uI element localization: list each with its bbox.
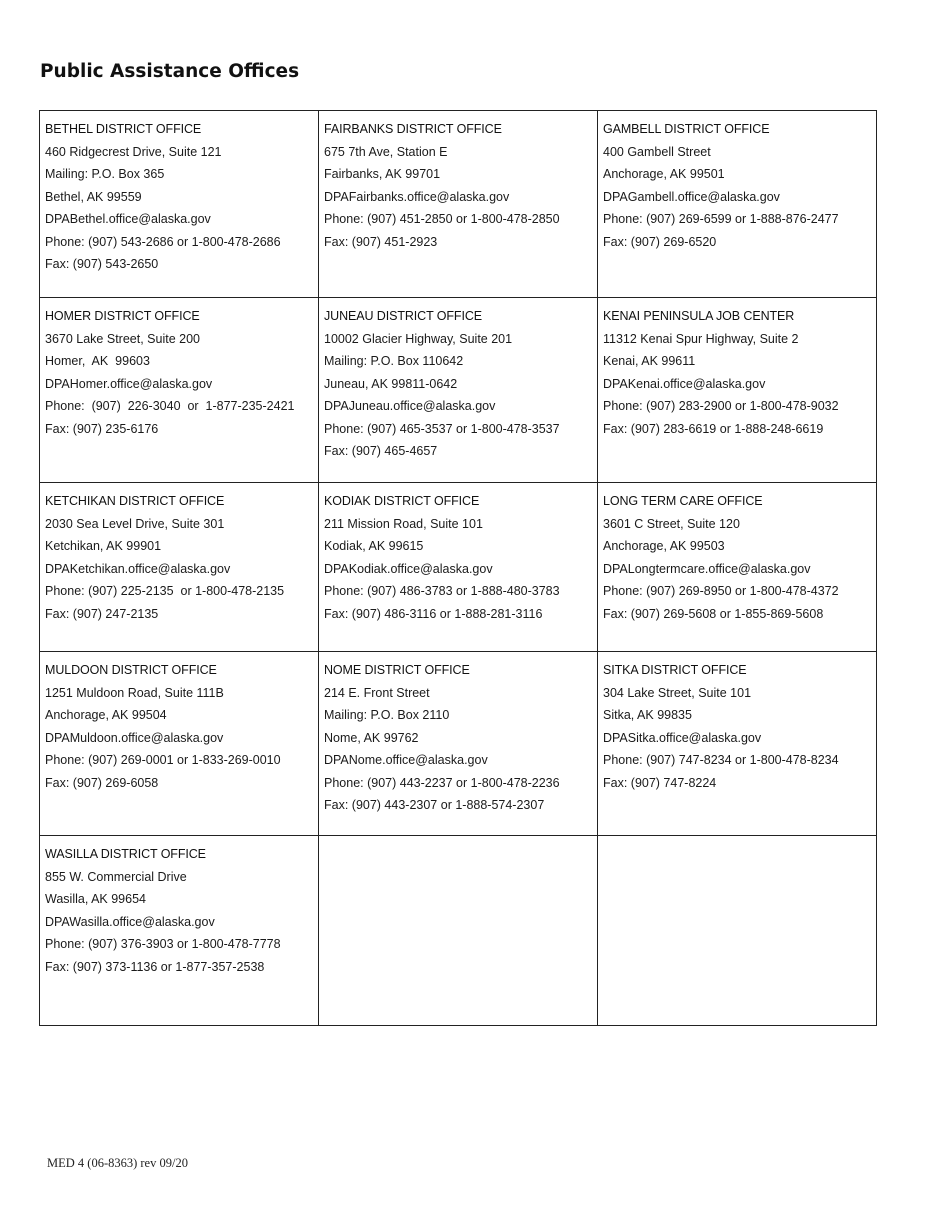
office-cell-kenai: [598, 298, 877, 483]
office-phone: Phone: (907) 269-8950 or 1-800-478-4372: [603, 584, 839, 598]
office-city: Anchorage, AK 99504: [45, 708, 167, 722]
office-fax: Fax: (907) 269-6058: [45, 775, 159, 790]
office-name: FAIRBANKS DISTRICT OFFICE: [324, 122, 502, 136]
office-phone: Phone: (907) 283-2900 or 1-800-478-9032: [603, 399, 839, 413]
office-cell-sitka: [598, 652, 877, 836]
office-fax: Fax: (907) 283-6619 or 1-888-248-6619: [603, 421, 824, 436]
office-address: 214 E. Front Street: [324, 685, 430, 700]
office-cell-nome: [319, 652, 598, 836]
office-email-link[interactable]: DPASitka.office@alaska.gov: [603, 730, 762, 745]
office-phone: Phone: (907) 543-2686 or 1-800-478-2686: [45, 234, 281, 249]
office-phone: Phone: (907) 747-8234 or 1-800-478-8234: [603, 753, 839, 767]
office-cell-muldoon: [40, 652, 319, 836]
empty-cell: [598, 836, 877, 1026]
office-city: Kodiak, AK 99615: [324, 539, 424, 553]
office-phone: Phone: (907) 269-6599 or 1-888-876-2477: [603, 212, 839, 226]
office-cell-kodiak: [319, 483, 598, 652]
office-phone: Phone: (907) 443-2237 or 1-800-478-2236: [324, 775, 560, 790]
office-address: 3670 Lake Street, Suite 200: [45, 331, 200, 346]
office-name: KENAI PENINSULA JOB CENTER: [603, 309, 795, 323]
office-fax: Fax: (907) 247-2135: [45, 606, 159, 621]
office-cell-juneau: [319, 298, 598, 483]
office-address: 2030 Sea Level Drive, Suite 301: [45, 516, 225, 531]
office-fax: Fax: (907) 269-5608 or 1-855-869-5608: [603, 606, 824, 621]
office-name: GAMBELL DISTRICT OFFICE: [603, 122, 770, 136]
office-phone: Phone: (907) 269-0001 or 1-833-269-0010: [45, 753, 281, 767]
office-fax: Fax: (907) 451-2923: [324, 234, 438, 249]
office-email-link[interactable]: DPANome.office@alaska.gov: [324, 753, 488, 767]
office-address: 400 Gambell Street: [603, 144, 711, 159]
office-name: KODIAK DISTRICT OFFICE: [324, 494, 480, 508]
office-mailing: Mailing: P.O. Box 110642: [324, 354, 464, 368]
office-city: Nome, AK 99762: [324, 730, 419, 745]
office-fax: Fax: (907) 465-4657: [324, 444, 438, 458]
office-phone: Phone: (907) 226-3040 or 1-877-235-2421: [45, 399, 295, 413]
office-fax: Fax: (907) 373-1136 or 1-877-357-2538: [45, 959, 265, 974]
office-phone: Phone: (907) 225-2135 or 1-800-478-2135: [45, 584, 285, 598]
office-fax: Fax: (907) 443-2307 or 1-888-574-2307: [324, 798, 545, 812]
office-name: HOMER DISTRICT OFFICE: [45, 309, 200, 323]
office-email-link[interactable]: DPAMuldoon.office@alaska.gov: [45, 730, 224, 745]
office-name: SITKA DISTRICT OFFICE: [603, 663, 747, 677]
office-email-link[interactable]: DPAGambell.office@alaska.gov: [603, 189, 780, 204]
office-phone: Phone: (907) 486-3783 or 1-888-480-3783: [324, 584, 560, 598]
office-name: MULDOON DISTRICT OFFICE: [45, 663, 217, 677]
empty-cell: [319, 836, 598, 1026]
office-cell-wasilla: [40, 836, 319, 1026]
office-fax: Fax: (907) 235-6176: [45, 421, 159, 436]
office-fax: Fax: (907) 269-6520: [603, 234, 717, 249]
office-email-link[interactable]: DPAFairbanks.office@alaska.gov: [324, 189, 510, 204]
office-city: Anchorage, AK 99503: [603, 539, 725, 553]
office-city: Sitka, AK 99835: [603, 708, 692, 722]
office-address: 11312 Kenai Spur Highway, Suite 2: [603, 331, 799, 346]
office-fax: Fax: (907) 543-2650: [45, 257, 159, 271]
office-address: 3601 C Street, Suite 120: [603, 516, 740, 531]
office-city: Ketchikan, AK 99901: [45, 539, 162, 553]
office-city: Wasilla, AK 99654: [45, 892, 146, 906]
office-cell-gambell: [598, 111, 877, 298]
office-address: 855 W. Commercial Drive: [45, 869, 187, 884]
office-city: Juneau, AK 99811-0642: [324, 376, 458, 391]
office-name: WASILLA DISTRICT OFFICE: [45, 847, 206, 861]
office-email-link[interactable]: DPALongtermcare.office@alaska.gov: [603, 561, 811, 576]
office-city: Anchorage, AK 99501: [603, 167, 725, 181]
office-cell-homer: [40, 298, 319, 483]
office-name: BETHEL DISTRICT OFFICE: [45, 122, 202, 136]
office-email-link[interactable]: DPAJuneau.office@alaska.gov: [324, 399, 496, 413]
office-address: 675 7th Ave, Station E: [324, 144, 448, 159]
form-number-footer: MED 4 (06-8363) rev 09/20: [47, 1156, 188, 1170]
office-mailing: Mailing: P.O. Box 365: [45, 167, 165, 181]
office-cell-ketchikan: [40, 483, 319, 652]
office-email-link[interactable]: DPAKetchikan.office@alaska.gov: [45, 561, 231, 576]
office-name: KETCHIKAN DISTRICT OFFICE: [45, 494, 225, 508]
office-mailing: Mailing: P.O. Box 2110: [324, 708, 450, 722]
office-phone: Phone: (907) 451-2850 or 1-800-478-2850: [324, 212, 560, 226]
office-address: 211 Mission Road, Suite 101: [324, 516, 483, 531]
office-name: LONG TERM CARE OFFICE: [603, 494, 763, 508]
office-name: NOME DISTRICT OFFICE: [324, 663, 470, 677]
office-email-link[interactable]: DPAKenai.office@alaska.gov: [603, 376, 766, 391]
office-cell-bethel: [40, 111, 319, 298]
office-fax: Fax: (907) 747-8224: [603, 775, 717, 790]
office-city: Kenai, AK 99611: [603, 354, 696, 368]
office-fax: Fax: (907) 486-3116 or 1-888-281-3116: [324, 606, 543, 621]
office-cell-long-term-care: [598, 483, 877, 652]
office-city: Bethel, AK 99559: [45, 189, 142, 204]
office-email-link[interactable]: DPAHomer.office@alaska.gov: [45, 376, 213, 391]
office-email-link[interactable]: DPABethel.office@alaska.gov: [45, 212, 211, 226]
office-address: 1251 Muldoon Road, Suite 111B: [45, 685, 224, 700]
office-phone: Phone: (907) 465-3537 or 1-800-478-3537: [324, 421, 560, 436]
offices-table: [39, 110, 877, 1026]
office-email-link[interactable]: DPAWasilla.office@alaska.gov: [45, 914, 215, 929]
office-city: Fairbanks, AK 99701: [324, 167, 441, 181]
office-address: 460 Ridgecrest Drive, Suite 121: [45, 144, 222, 159]
office-city: Homer, AK 99603: [45, 354, 150, 368]
office-address: 10002 Glacier Highway, Suite 201: [324, 331, 513, 346]
office-cell-fairbanks: [319, 111, 598, 298]
office-email-link[interactable]: DPAKodiak.office@alaska.gov: [324, 561, 493, 576]
office-phone: Phone: (907) 376-3903 or 1-800-478-7778: [45, 937, 281, 951]
page-title: Public Assistance Offices: [40, 61, 300, 82]
office-address: 304 Lake Street, Suite 101: [603, 685, 752, 700]
office-name: JUNEAU DISTRICT OFFICE: [324, 309, 482, 323]
